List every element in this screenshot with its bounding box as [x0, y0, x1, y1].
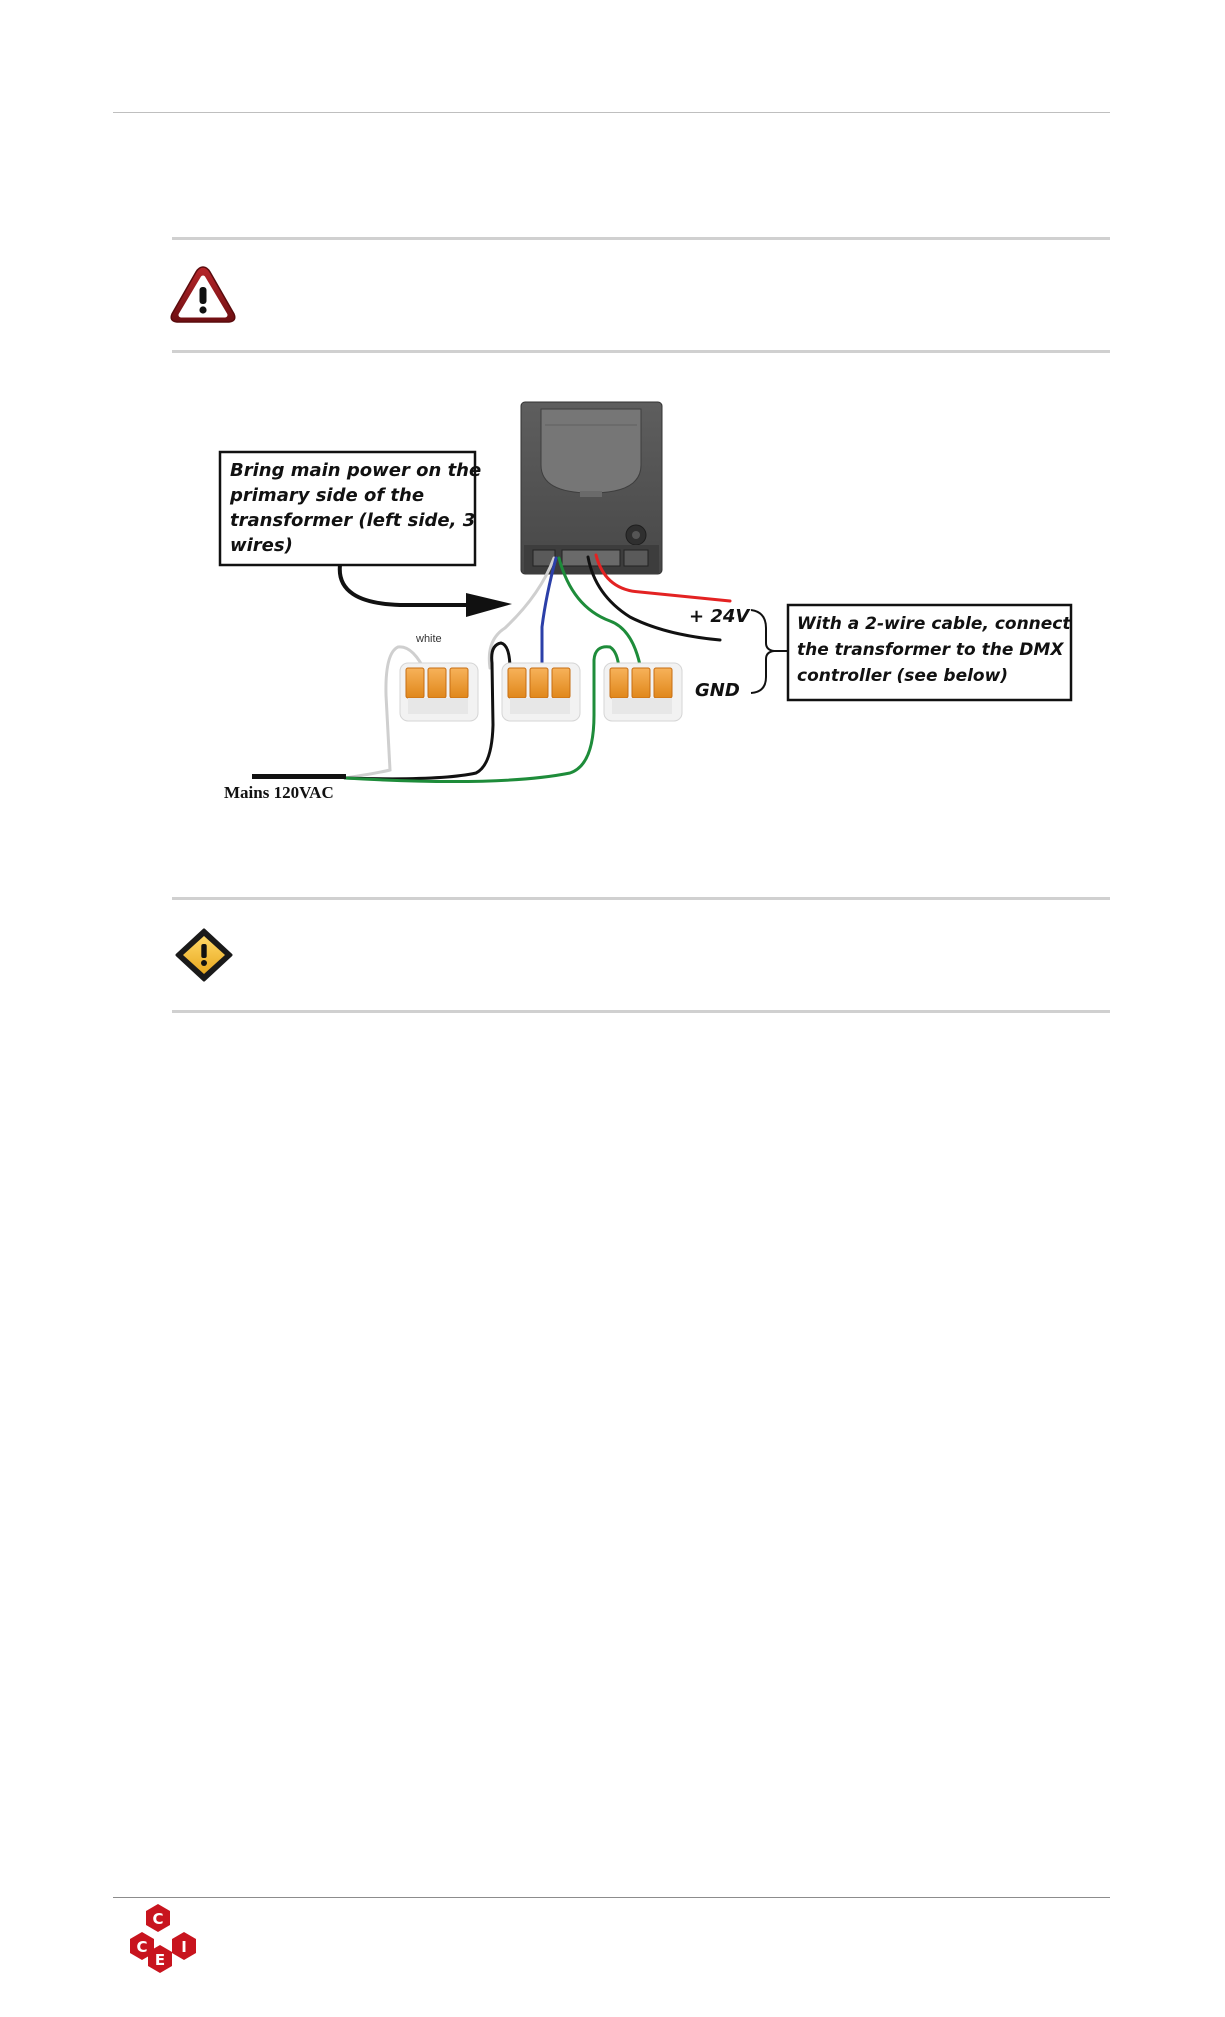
arrow-to-transformer	[340, 565, 470, 605]
svg-text:C: C	[152, 1910, 164, 1928]
mains-cable	[252, 774, 346, 779]
svg-text:C: C	[136, 1938, 148, 1956]
label-white: white	[416, 633, 442, 645]
caution-diamond-icon	[174, 928, 234, 984]
svg-text:I: I	[181, 1938, 187, 1956]
connector-block-1	[400, 663, 478, 721]
brace	[751, 610, 774, 693]
wiring-diagram	[200, 395, 1100, 815]
header-rule	[113, 112, 1110, 113]
callout-dmx-controller	[788, 605, 1076, 700]
wire-primary-blue	[542, 558, 556, 670]
connector-block-2	[502, 663, 580, 721]
svg-text:With a 2-wire cable, connect: With a 2-wire cable, connect the transformer to the DMX controller (see below)	[797, 614, 1071, 686]
label-24v: + 24V	[689, 606, 750, 627]
warning-triangle-icon	[168, 264, 238, 326]
label-mains: Mains 120VAC	[224, 783, 334, 802]
arrow-head	[466, 593, 512, 617]
callout-primary-side	[220, 452, 487, 565]
label-gnd: GND	[695, 680, 740, 701]
warning-note	[172, 237, 1110, 353]
connector-block-3	[604, 663, 682, 721]
caution-note	[172, 897, 1110, 1013]
transformer-illustration	[521, 402, 662, 574]
footer-rule	[113, 1897, 1110, 1898]
svg-text:E: E	[154, 1951, 166, 1969]
ccei-logo	[118, 1902, 200, 1980]
svg-text:Bring main power on the: Bring main power on the primary side of the transformer (left side, 3 wires)	[230, 460, 482, 556]
